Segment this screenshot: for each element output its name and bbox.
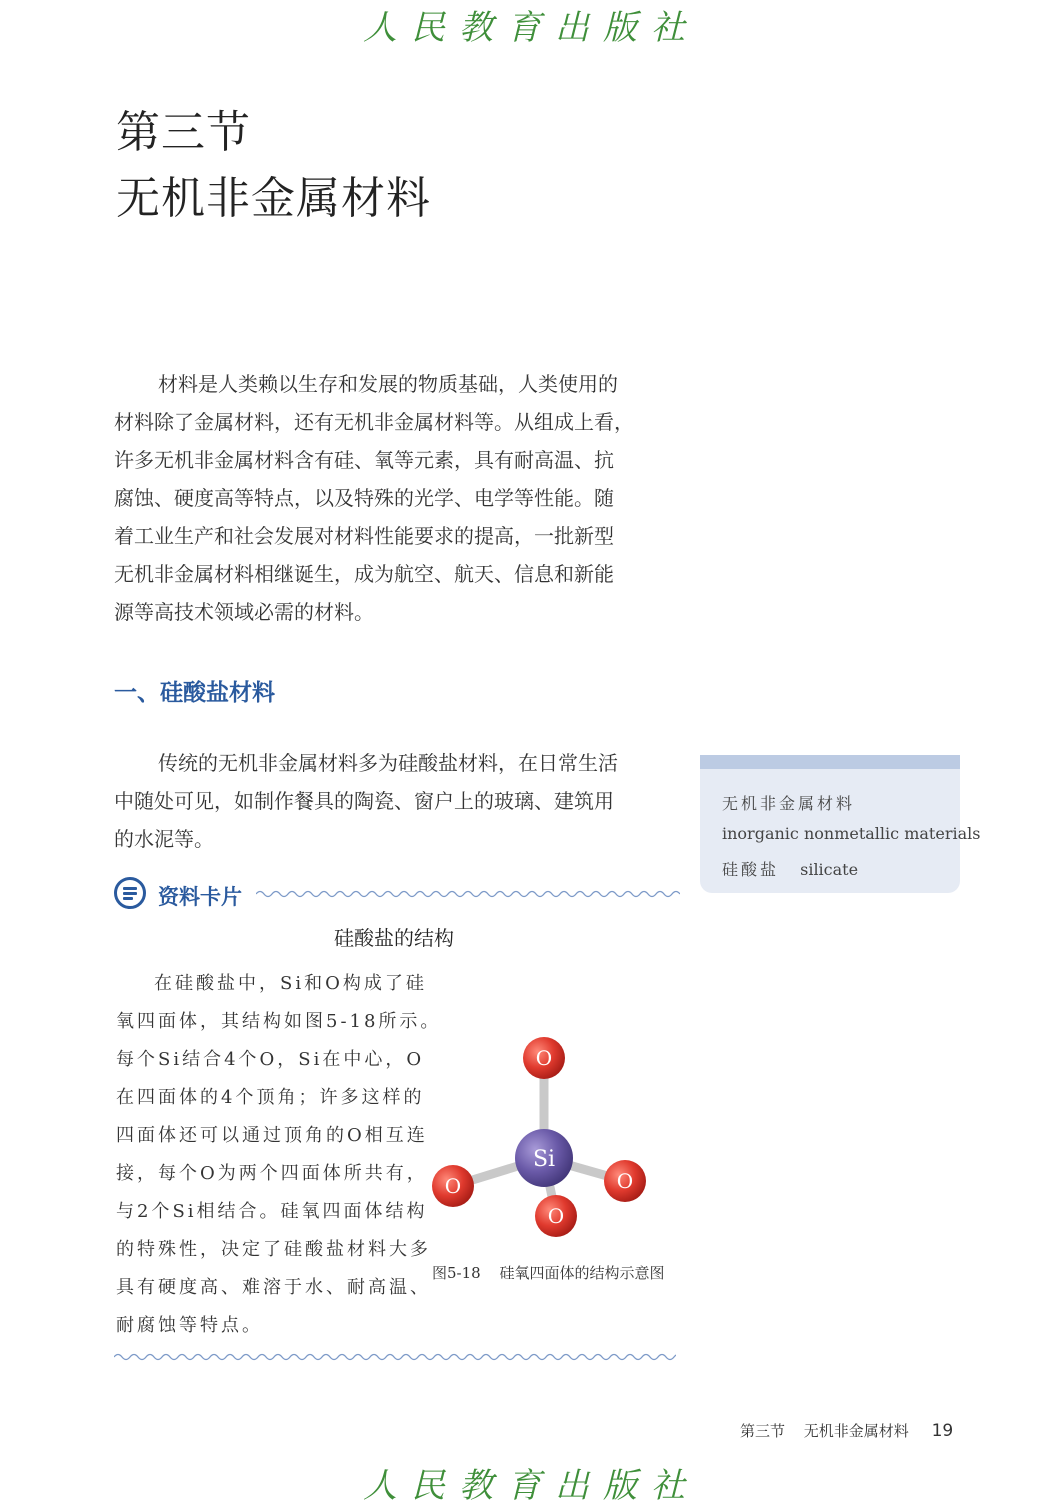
silicate-paragraph [114, 744, 666, 858]
wavy-divider-bottom [114, 1352, 676, 1362]
card-line: 四面体还可以通过顶角的O相互连 [116, 1125, 428, 1146]
footer-section: 无机非金属材料 [803, 1422, 909, 1440]
silicate-line: 传统的无机非金属材料多为硅酸盐材料，在日常生活 [158, 751, 618, 775]
card-line: 的特殊性，决定了硅酸盐材料大多 [116, 1239, 431, 1260]
glossary-silicate-cn: 硅酸盐 [722, 860, 780, 879]
figure-caption-number: 图5-18 [432, 1264, 481, 1282]
info-card-title: 硅酸盐的结构 [334, 926, 454, 950]
footer-chapter: 第三节 [740, 1422, 786, 1440]
figure-caption-text: 硅氧四面体的结构示意图 [499, 1264, 665, 1282]
glossary-silicate [722, 857, 858, 880]
intro-line: 着工业生产和社会发展对材料性能要求的提高，一批新型 [114, 524, 614, 548]
page-number: 19 [931, 1421, 954, 1441]
info-card-text [116, 965, 442, 1345]
card-line: 具有硬度高、难溶于水、耐高温、 [116, 1277, 431, 1298]
oxygen-label: O [535, 1046, 553, 1070]
silicate-line: 中随处可见，如制作餐具的陶瓷、窗户上的玻璃、建筑用 [114, 789, 614, 813]
figure-caption [432, 1262, 665, 1283]
intro-line: 材料除了金属材料，还有无机非金属材料等。从组成上看， [114, 410, 634, 434]
glossary-silicate-en: silicate [800, 860, 859, 879]
intro-line: 许多无机非金属材料含有硅、氧等元素，具有耐高温、抗 [114, 448, 614, 472]
card-line: 每个Si结合4个O，Si在中心，O [116, 1049, 425, 1070]
silicon-oxygen-tetrahedron-figure [425, 1030, 665, 1250]
section-title: 无机非金属材料 [116, 173, 431, 224]
publisher-logo-bottom: 人民教育出版社 [363, 1466, 699, 1506]
publisher-logo-top: 人民教育出版社 [363, 8, 699, 48]
glossary-term-cn: 无机非金属材料 [722, 794, 856, 813]
chapter-title: 第三节 [116, 107, 251, 158]
card-line: 在硅酸盐中，Si和O构成了硅 [154, 973, 427, 994]
oxygen-label: O [444, 1174, 462, 1198]
intro-line: 源等高技术领域必需的材料。 [114, 600, 374, 624]
page-footer [740, 1420, 953, 1441]
intro-line: 材料是人类赖以生存和发展的物质基础，人类使用的 [158, 372, 618, 396]
silicon-label: Si [532, 1147, 556, 1172]
intro-line: 无机非金属材料相继诞生，成为航空、航天、信息和新能 [114, 562, 614, 586]
oxygen-label: O [616, 1169, 634, 1193]
card-line: 与2个Si相结合。硅氧四面体结构 [116, 1201, 428, 1222]
subsection-heading: 一、硅酸盐材料 [114, 680, 275, 706]
intro-paragraph [114, 365, 666, 631]
glossary-box [700, 755, 981, 893]
wavy-divider-top [256, 889, 680, 899]
glossary-term-en: inorganic nonmetallic materials [722, 824, 981, 843]
card-line: 氧四面体，其结构如图5-18所示。 [116, 1011, 442, 1032]
card-line: 接，每个O为两个四面体所共有， [116, 1163, 428, 1184]
card-line: 在四面体的4个顶角；许多这样的 [116, 1087, 425, 1108]
intro-line: 腐蚀、硬度高等特点，以及特殊的光学、电学等性能。随 [114, 486, 614, 510]
info-card-label: 资料卡片 [158, 885, 242, 909]
document-icon [114, 877, 146, 909]
silicate-line: 的水泥等。 [114, 827, 214, 851]
oxygen-label: O [547, 1204, 565, 1228]
info-card-header [114, 877, 680, 917]
card-line: 耐腐蚀等特点。 [116, 1315, 263, 1336]
